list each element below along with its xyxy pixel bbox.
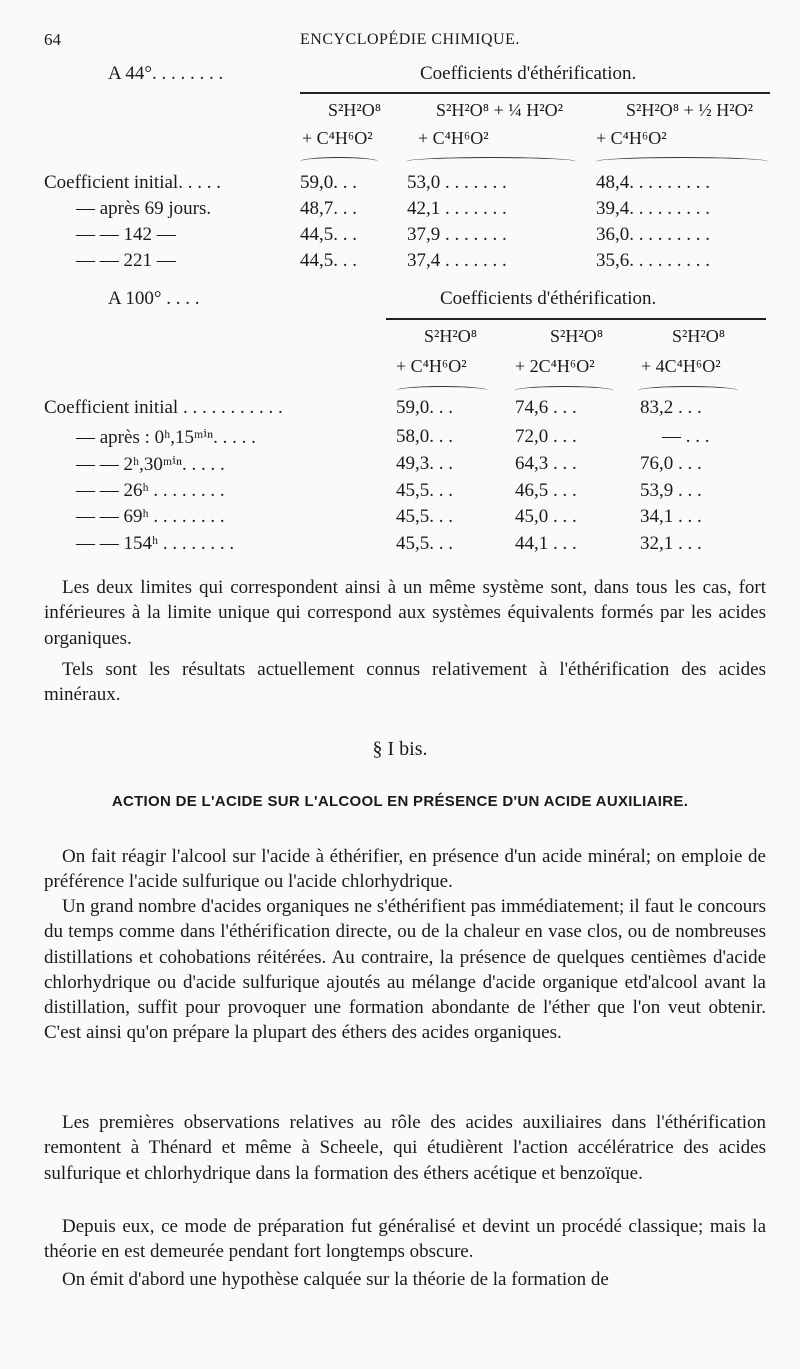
- cell: 35,6. . . . . . . . .: [596, 250, 710, 271]
- paragraph: [44, 657, 766, 708]
- cell: 76,0 . . .: [640, 453, 702, 474]
- row-label: — — 26ʰ . . . . . . . .: [76, 480, 225, 501]
- paragraph-text: Depuis eux, ce mode de préparation fut généralisé et devint un procédé classique; mais la théorie en est demeurée pendant fort longtemps obscure.: [44, 1216, 766, 1263]
- title-rule: [300, 92, 770, 94]
- section-heading: ACTION DE L'ACIDE SUR L'ALCOOL EN PRÉSENCE D'UN ACIDE AUXILIAIRE.: [111, 793, 689, 810]
- cell: 59,0. . .: [396, 397, 453, 418]
- cell: 48,4. . . . . . . . .: [596, 172, 710, 193]
- page-number: 64: [44, 30, 61, 49]
- section-mark: § I bis.: [372, 738, 428, 760]
- cell: 53,0 . . . . . . .: [407, 172, 507, 193]
- cell: 44,1 . . .: [515, 533, 577, 554]
- column-header: + C⁴H⁶O²: [418, 128, 489, 148]
- cell: 74,6 . . .: [515, 397, 577, 418]
- table-title: Coefficients d'éthérification.: [440, 288, 657, 309]
- cell: 53,9 . . .: [640, 480, 702, 501]
- cell: 42,1 . . . . . . .: [407, 198, 507, 219]
- brace: [396, 386, 488, 395]
- row-label: — après 69 jours.: [76, 198, 212, 219]
- row-label: Coefficient initial. . . . .: [44, 172, 221, 193]
- cell: 45,5. . .: [396, 480, 453, 501]
- cell: 64,3 . . .: [515, 453, 577, 474]
- row-label: — — 69ʰ . . . . . . . .: [76, 506, 225, 527]
- cell: 37,9 . . . . . . .: [407, 224, 507, 245]
- cell: 45,5. . .: [396, 533, 453, 554]
- cell: 46,5 . . .: [515, 480, 577, 501]
- column-header: + C⁴H⁶O²: [396, 356, 467, 376]
- brace: [300, 157, 378, 166]
- temperature-label: A 100° . . . .: [108, 288, 200, 309]
- column-header: S²H²O⁸ + ¼ H²O²: [436, 100, 564, 120]
- paragraph-text: Un grand nombre d'acides organiques ne s'éthérifient pas immédiatement; il faut le concours du temps comme dans l'éthérification directe, ou de la chaleur en vase clos, ou de nombreuses distillations et cohobations réitérées. Au contraire, la présence de quelques centièmes d'acide chlorhydrique ou d'acide sulfurique ajoutés au mélange d'acide organique etd'alcool avant la distillation, suffit pour provoquer une formation abondante de l'éther que l'on veut obtenir. C'est ainsi qu'on prépare la plupart des éthers des acides organiques.: [44, 896, 766, 1044]
- cell: 45,0 . . .: [515, 506, 577, 527]
- cell: 58,0. . .: [396, 426, 453, 447]
- brace: [515, 386, 613, 395]
- cell: 48,7. . .: [300, 198, 357, 219]
- cell: — . . .: [662, 426, 710, 447]
- column-header: S²H²O⁸: [328, 100, 382, 120]
- cell: 44,5. . .: [300, 250, 357, 271]
- cell: 72,0 . . .: [515, 426, 577, 447]
- column-header: S²H²O⁸ + ½ H²O²: [626, 100, 754, 120]
- brace: [406, 157, 576, 166]
- cell: 44,5. . .: [300, 224, 357, 245]
- paragraph: [44, 575, 766, 651]
- cell: 39,4. . . . . . . . .: [596, 198, 710, 219]
- title-rule: [386, 318, 766, 320]
- paragraph: [44, 1267, 766, 1292]
- column-header: S²H²O⁸: [672, 326, 726, 346]
- brace: [638, 386, 738, 395]
- brace: [596, 157, 768, 166]
- paragraph-text: Les deux limites qui correspondent ainsi à un même système sont, dans tous les cas, fort inférieures à la limite unique qui correspond aux systèmes équivalents formés par les acides organiques.: [44, 577, 766, 649]
- row-label: — — 2ʰ,30ᵐⁱⁿ. . . . .: [76, 454, 225, 475]
- row-label: — après : 0ʰ,15ᵐⁱⁿ. . . . .: [76, 427, 256, 448]
- paragraph: [44, 1110, 766, 1186]
- cell: 37,4 . . . . . . .: [407, 250, 507, 271]
- paragraph-text: On émit d'abord une hypothèse calquée sur la théorie de la formation de: [62, 1269, 609, 1290]
- paragraph-text: On fait réagir l'alcool sur l'acide à éthérifier, en présence d'un acide minéral; on emploie de préférence l'acide sulfurique ou l'acide chlorhydrique.: [44, 846, 766, 893]
- cell: 36,0. . . . . . . . .: [596, 224, 710, 245]
- cell: 49,3. . .: [396, 453, 453, 474]
- running-title: ENCYCLOPÉDIE CHIMIQUE.: [300, 31, 520, 48]
- row-label: Coefficient initial . . . . . . . . . . .: [44, 397, 283, 418]
- column-header: + 4C⁴H⁶O²: [641, 356, 721, 376]
- cell: 83,2 . . .: [640, 397, 702, 418]
- paragraph-text: Tels sont les résultats actuellement connus relativement à l'éthérification des acides minéraux.: [44, 659, 766, 706]
- column-header: S²H²O⁸: [424, 326, 478, 346]
- cell: 59,0. . .: [300, 172, 357, 193]
- row-label: — — 142 —: [76, 224, 176, 245]
- paragraph: [44, 1214, 766, 1265]
- paragraph: [44, 844, 766, 895]
- cell: 34,1 . . .: [640, 506, 702, 527]
- table-title: Coefficients d'éthérification.: [420, 63, 637, 84]
- paragraph: [44, 894, 766, 1046]
- temperature-label: A 44°. . . . . . . .: [108, 63, 224, 84]
- row-label: — — 221 —: [76, 250, 176, 271]
- cell: 45,5. . .: [396, 506, 453, 527]
- column-header: + C⁴H⁶O²: [596, 128, 667, 148]
- paragraph-text: Les premières observations relatives au rôle des acides auxiliaires dans l'éthérification remontent à Thénard et même à Scheele, qui étudièrent l'action accélératrice des acides sulfurique et chlorhydrique dans la formation des éthers acétique et benzoïque.: [44, 1112, 766, 1184]
- column-header: + 2C⁴H⁶O²: [515, 356, 595, 376]
- cell: 32,1 . . .: [640, 533, 702, 554]
- row-label: — — 154ʰ . . . . . . . .: [76, 533, 235, 554]
- column-header: S²H²O⁸: [550, 326, 604, 346]
- column-header: + C⁴H⁶O²: [302, 128, 373, 148]
